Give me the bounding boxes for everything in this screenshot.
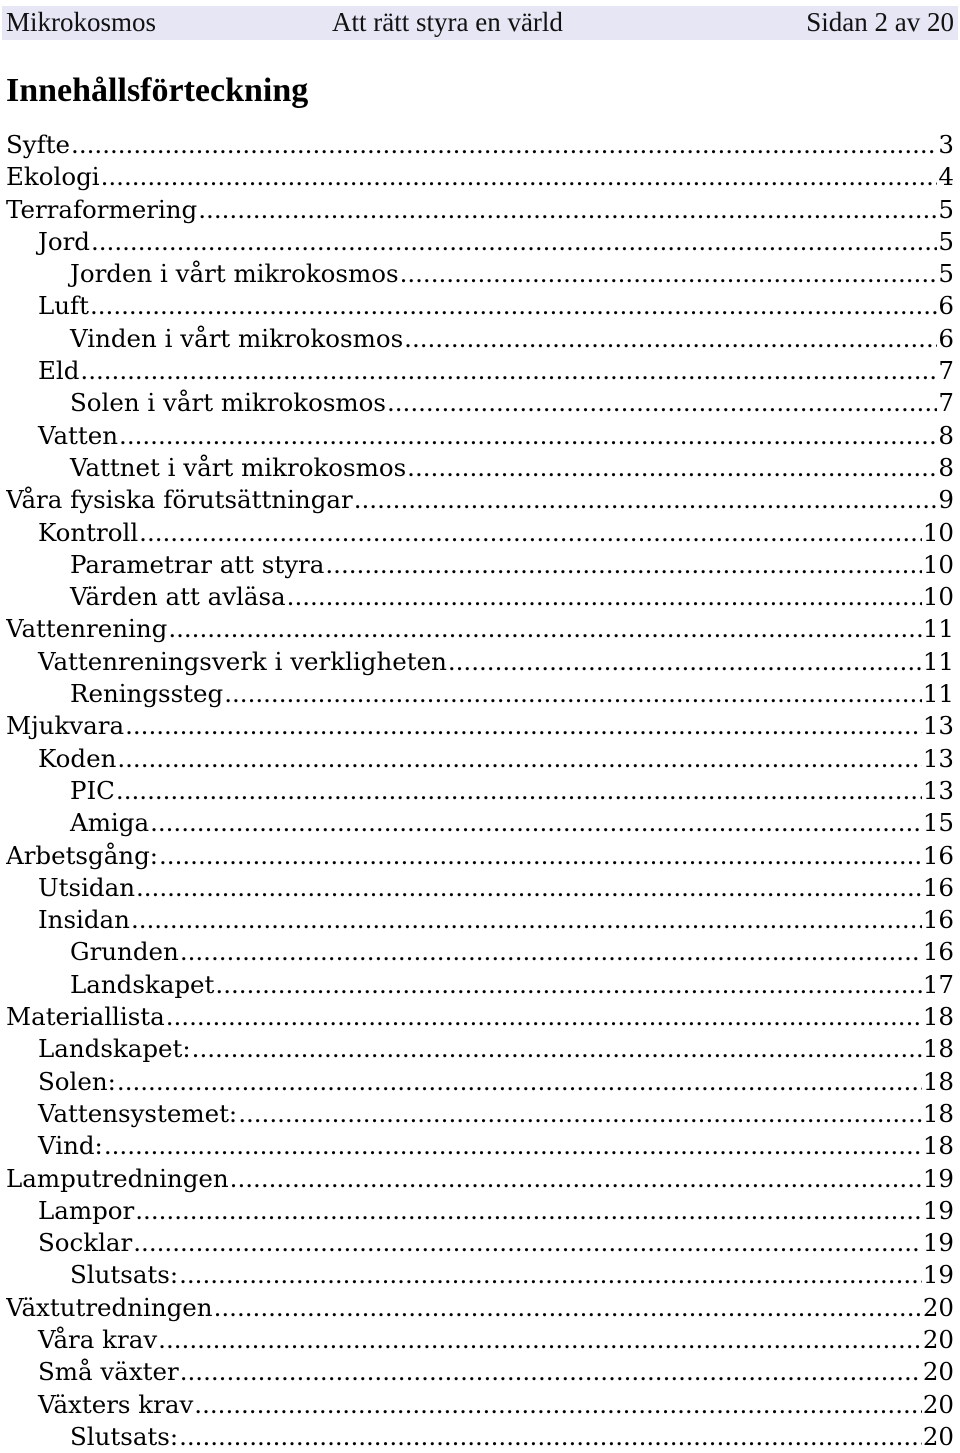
toc-entry-label: Insidan xyxy=(38,905,130,935)
toc-entry-label: Växters krav xyxy=(38,1389,194,1419)
toc-entry[interactable] xyxy=(6,1292,954,1324)
toc-leader-dots xyxy=(135,1195,922,1227)
toc-entry-page: 18 xyxy=(922,1066,954,1096)
toc-leader-dots xyxy=(91,226,937,258)
toc-leader-dots xyxy=(90,290,937,322)
toc-title: Innehållsförteckning xyxy=(6,72,309,109)
toc-entry-label: Syfte xyxy=(6,130,71,159)
toc-leader-dots xyxy=(407,452,937,484)
toc-entry-label: Vattenrening xyxy=(6,614,168,644)
toc-leader-dots xyxy=(387,387,937,419)
toc-entry-label: Solen i vårt mikrokosmos xyxy=(70,388,386,418)
toc-entry-label: Lamputredningen xyxy=(6,1163,229,1193)
toc-leader-dots xyxy=(119,420,937,452)
toc-entry-label: Parametrar att styra xyxy=(70,549,325,579)
toc-entry-page: 7 xyxy=(938,388,954,418)
toc-entry[interactable] xyxy=(6,678,954,710)
toc-entry-label: Kontroll xyxy=(38,517,139,547)
toc-leader-dots xyxy=(71,129,937,161)
toc-entry-page: 20 xyxy=(922,1421,954,1451)
toc-entry-page: 3 xyxy=(938,130,954,159)
toc-leader-dots xyxy=(80,355,937,387)
toc-leader-dots xyxy=(136,872,922,904)
toc-entry[interactable] xyxy=(6,1324,954,1356)
toc-entry-label: Mjukvara xyxy=(6,711,125,741)
toc-leader-dots xyxy=(180,1356,922,1388)
toc-entry[interactable] xyxy=(6,1001,954,1033)
toc-entry[interactable] xyxy=(6,872,954,904)
toc-entry-page: 16 xyxy=(922,840,954,870)
toc-entry-page: 19 xyxy=(922,1260,954,1290)
toc-entry[interactable] xyxy=(6,840,954,872)
toc-entry[interactable] xyxy=(6,1033,954,1065)
toc-entry[interactable] xyxy=(6,1227,954,1259)
toc-entry-label: Materiallista xyxy=(6,1002,165,1032)
toc-entry-label: Luft xyxy=(38,291,89,321)
toc-entry-page: 11 xyxy=(922,646,954,676)
toc-entry[interactable] xyxy=(6,936,954,968)
toc-leader-dots xyxy=(325,549,921,581)
toc-entry-page: 6 xyxy=(938,291,954,321)
toc-entry[interactable] xyxy=(6,387,954,419)
header-page-number: Sidan 2 av 20 xyxy=(806,7,954,37)
toc-leader-dots xyxy=(133,1227,922,1259)
toc-entry[interactable] xyxy=(6,194,954,226)
toc-leader-dots xyxy=(166,1001,922,1033)
page-header xyxy=(2,6,958,40)
header-document-name: Mikrokosmos xyxy=(6,7,157,37)
toc-leader-dots xyxy=(168,613,922,645)
toc-entry-page: 7 xyxy=(938,356,954,386)
toc-entry-label: Eld xyxy=(38,356,80,386)
toc-leader-dots xyxy=(230,1163,922,1195)
toc-entry-label: Vinden i vårt mikrokosmos xyxy=(70,323,404,353)
toc-entry-label: Ekologi xyxy=(6,162,100,192)
toc-leader-dots xyxy=(238,1098,922,1130)
toc-leader-dots xyxy=(158,1324,922,1356)
toc-entry-label: Landskapet: xyxy=(38,1034,191,1064)
toc-entry[interactable] xyxy=(6,613,954,645)
toc-entry[interactable] xyxy=(6,517,954,549)
toc-entry[interactable] xyxy=(6,1389,954,1421)
toc-entry-page: 8 xyxy=(938,452,954,482)
toc-entry[interactable] xyxy=(6,1098,954,1130)
toc-leader-dots xyxy=(448,646,922,678)
toc-entry-page: 20 xyxy=(922,1292,954,1322)
toc-entry-label: Slutsats: xyxy=(70,1260,179,1290)
toc-entry[interactable] xyxy=(6,549,954,581)
toc-leader-dots xyxy=(194,1389,922,1421)
toc-entry-page: 13 xyxy=(922,775,954,805)
toc-entry[interactable] xyxy=(6,1195,954,1227)
toc-entry-label: Amiga xyxy=(70,808,150,838)
toc-entry-page: 16 xyxy=(922,872,954,902)
toc-entry[interactable] xyxy=(6,258,954,290)
toc-entry-page: 6 xyxy=(938,323,954,353)
toc-entry-label: Slutsats: xyxy=(70,1421,179,1451)
table-of-contents xyxy=(6,129,954,1453)
toc-entry-label: PIC xyxy=(70,775,115,805)
toc-entry-page: 5 xyxy=(938,226,954,256)
toc-entry-page: 20 xyxy=(922,1389,954,1419)
toc-entry-label: Koden xyxy=(38,743,117,773)
toc-entry-label: Vattenreningsverk i verkligheten xyxy=(38,646,447,676)
toc-entry-label: Socklar xyxy=(38,1228,133,1258)
toc-entry-page: 20 xyxy=(922,1357,954,1387)
header-subtitle: Att rätt styra en värld xyxy=(332,7,563,37)
toc-leader-dots xyxy=(179,1259,922,1291)
toc-entry-page: 16 xyxy=(922,937,954,967)
toc-entry[interactable] xyxy=(6,969,954,1001)
toc-entry-page: 4 xyxy=(938,162,954,192)
toc-leader-dots xyxy=(179,1421,922,1453)
toc-entry-page: 19 xyxy=(922,1195,954,1225)
toc-entry[interactable] xyxy=(6,1421,954,1453)
toc-entry-label: Jorden i vårt mikrokosmos xyxy=(70,259,399,289)
toc-entry-page: 13 xyxy=(922,711,954,741)
toc-leader-dots xyxy=(139,517,922,549)
toc-entry[interactable] xyxy=(6,290,954,322)
toc-entry-label: Reningssteg xyxy=(70,679,224,709)
toc-leader-dots xyxy=(354,484,938,516)
toc-leader-dots xyxy=(131,904,922,936)
toc-entry-page: 15 xyxy=(922,808,954,838)
toc-leader-dots xyxy=(192,1033,922,1065)
toc-entry-label: Små växter xyxy=(38,1357,179,1387)
toc-entry[interactable] xyxy=(6,775,954,807)
toc-leader-dots xyxy=(117,1066,922,1098)
toc-entry-label: Våra fysiska förutsättningar xyxy=(6,485,353,515)
toc-entry-label: Utsidan xyxy=(38,872,135,902)
toc-entry-page: 18 xyxy=(922,1034,954,1064)
toc-entry-page: 5 xyxy=(938,259,954,289)
toc-entry-page: 8 xyxy=(938,420,954,450)
toc-entry-page: 11 xyxy=(922,679,954,709)
toc-entry-label: Solen: xyxy=(38,1066,116,1096)
toc-entry-label: Växtutredningen xyxy=(6,1292,213,1322)
toc-entry[interactable] xyxy=(6,484,954,516)
toc-leader-dots xyxy=(215,969,921,1001)
toc-entry[interactable] xyxy=(6,226,954,258)
toc-entry-label: Terraformering xyxy=(6,194,198,224)
toc-entry-page: 5 xyxy=(938,194,954,224)
toc-entry-page: 13 xyxy=(922,743,954,773)
toc-entry[interactable] xyxy=(6,1356,954,1388)
toc-entry[interactable] xyxy=(6,646,954,678)
toc-entry[interactable] xyxy=(6,743,954,775)
toc-entry-page: 10 xyxy=(922,582,954,612)
toc-entry-page: 9 xyxy=(938,485,954,515)
toc-leader-dots xyxy=(214,1292,922,1324)
toc-entry-page: 18 xyxy=(922,1002,954,1032)
toc-entry-label: Värden att avläsa xyxy=(70,582,286,612)
toc-entry-page: 10 xyxy=(922,517,954,547)
toc-leader-dots xyxy=(180,936,922,968)
toc-entry[interactable] xyxy=(6,1066,954,1098)
toc-leader-dots xyxy=(404,323,937,355)
toc-leader-dots xyxy=(150,807,922,839)
toc-entry-page: 19 xyxy=(922,1163,954,1193)
toc-entry-page: 17 xyxy=(922,969,954,999)
toc-entry-label: Grunden xyxy=(70,937,179,967)
toc-entry-page: 18 xyxy=(922,1098,954,1128)
toc-entry-label: Jord xyxy=(38,226,90,256)
toc-entry-page: 10 xyxy=(922,549,954,579)
toc-entry[interactable] xyxy=(6,904,954,936)
toc-entry[interactable] xyxy=(6,161,954,193)
toc-entry-label: Vattensystemet: xyxy=(38,1098,238,1128)
toc-entry[interactable] xyxy=(6,355,954,387)
toc-entry[interactable] xyxy=(6,1163,954,1195)
toc-entry[interactable] xyxy=(6,420,954,452)
toc-entry[interactable] xyxy=(6,452,954,484)
toc-entry[interactable] xyxy=(6,581,954,613)
toc-entry-label: Vatten xyxy=(38,420,119,450)
toc-entry[interactable] xyxy=(6,323,954,355)
toc-entry[interactable] xyxy=(6,1130,954,1162)
toc-entry-label: Våra krav xyxy=(38,1324,158,1354)
toc-leader-dots xyxy=(287,581,922,613)
toc-entry[interactable] xyxy=(6,1259,954,1291)
toc-entry-page: 20 xyxy=(922,1324,954,1354)
toc-entry-label: Lampor xyxy=(38,1195,135,1225)
toc-entry[interactable] xyxy=(6,710,954,742)
toc-entry[interactable] xyxy=(6,807,954,839)
toc-leader-dots xyxy=(198,194,937,226)
toc-leader-dots xyxy=(116,775,922,807)
toc-entry-page: 19 xyxy=(922,1228,954,1258)
toc-entry-label: Vattnet i vårt mikrokosmos xyxy=(70,452,407,482)
toc-leader-dots xyxy=(104,1130,922,1162)
toc-leader-dots xyxy=(125,710,922,742)
toc-leader-dots xyxy=(159,840,922,872)
toc-entry-label: Landskapet xyxy=(70,969,215,999)
toc-entry-label: Vind: xyxy=(38,1131,103,1161)
toc-leader-dots xyxy=(101,161,938,193)
toc-leader-dots xyxy=(224,678,922,710)
toc-entry-label: Arbetsgång: xyxy=(6,840,159,870)
toc-leader-dots xyxy=(400,258,938,290)
toc-entry-page: 18 xyxy=(922,1131,954,1161)
toc-leader-dots xyxy=(117,743,921,775)
toc-entry[interactable] xyxy=(6,129,954,161)
toc-entry-page: 16 xyxy=(922,905,954,935)
toc-entry-page: 11 xyxy=(922,614,954,644)
